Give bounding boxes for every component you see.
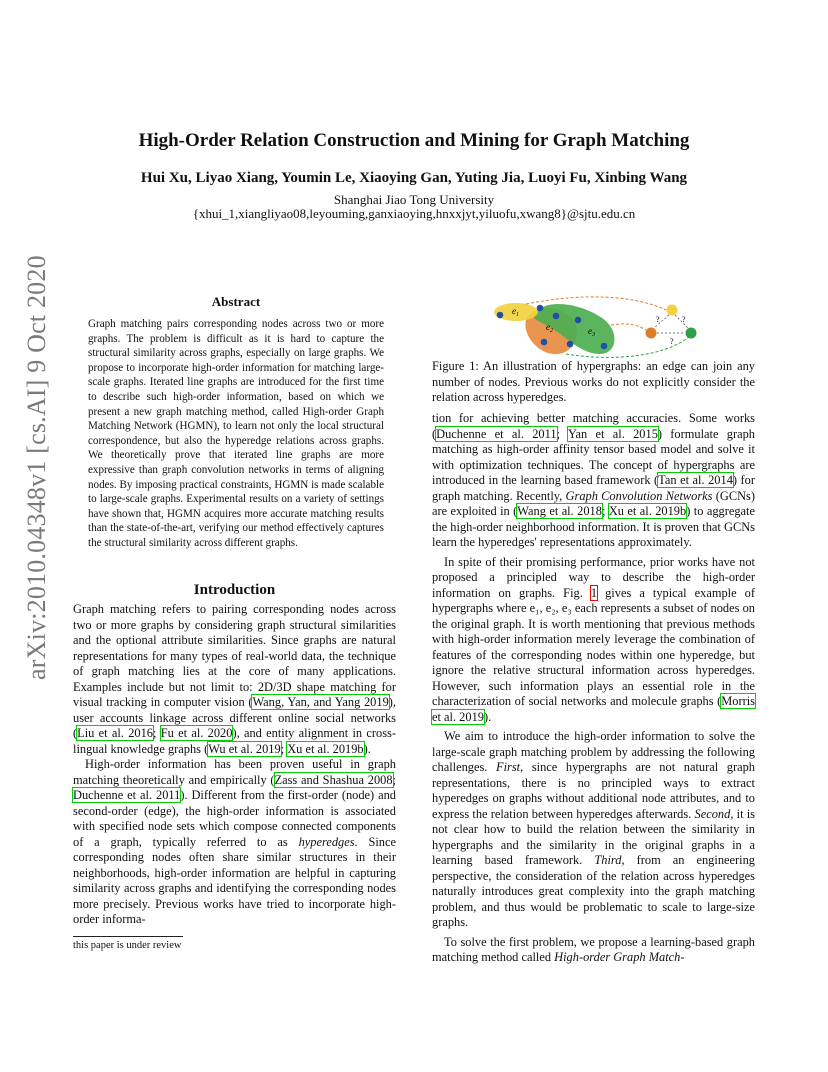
author-list: Hui Xu, Liyao Xiang, Youmin Le, Xiaoying Gan, Yuting Jia, Luoyi Fu, Xinbing Wang xyxy=(140,170,688,186)
text-span: ; xyxy=(392,772,396,787)
label-e2: $e_2$ xyxy=(546,322,553,334)
text-span: High-order information has been proven useful in graph matching theoretically and empirically ( xyxy=(73,757,396,787)
hypernode-e1 xyxy=(667,305,678,316)
right-paragraph-4 xyxy=(432,935,755,966)
hypernode-e3 xyxy=(686,328,697,339)
right-paragraph-1 xyxy=(432,411,755,551)
citation-link[interactable]: Duchenne et al. 2011 xyxy=(436,426,557,441)
text-span: We aim to introduce the high-order information to solve the large-scale graph matching problem by addressing the following challenges. xyxy=(432,729,755,774)
question-mark: ? xyxy=(656,315,660,324)
citation-link[interactable]: Tan et al. 2014 xyxy=(658,473,733,487)
arxiv-stamp: arXiv:2010.04348v1 [cs.AI] 9 Oct 2020 xyxy=(22,255,51,680)
citation-link[interactable]: Wu et al. 2019 xyxy=(208,741,281,756)
hypergraph-figure xyxy=(486,296,716,358)
citation-link[interactable]: Zass and Shashua 2008 xyxy=(274,772,393,787)
figure-caption: Figure 1: An illustration of hypergraphs: an edge can join any number of nodes. Previous works do not explicitly consider the relation across hyperedges. xyxy=(432,359,755,404)
node xyxy=(541,339,548,346)
label-e1: $e_1$ xyxy=(512,306,519,318)
question-mark: ? xyxy=(670,337,674,346)
text-span: tion for achieving better matching accuracies. Some works ( xyxy=(432,411,755,441)
emphasis: High-order Graph Match- xyxy=(554,950,685,964)
node xyxy=(575,317,582,324)
node xyxy=(537,305,544,312)
text-span: To solve the first problem, we propose a learning-based graph matching method called xyxy=(432,934,755,964)
question-mark: ? xyxy=(682,315,686,324)
footnote-rule xyxy=(73,936,183,937)
footnote: this paper is under review xyxy=(73,940,182,951)
text-span: In spite of their promising performance, prior works have not proposed a principled way to describe the high-order information on graphs. Fig. xyxy=(432,554,755,600)
node xyxy=(497,312,504,319)
label-e3: $e_3$ xyxy=(588,326,595,338)
citation-link[interactable]: Morris et al. 2019 xyxy=(432,694,755,724)
text-span: ; xyxy=(556,426,568,441)
emphasis: Graph Convolution Networks xyxy=(565,488,713,503)
text-span: . Since corresponding nodes often share similar structures in their neighborhoods, high-order information are helpful in capturing similarity across graphs and identifying the corresponding nodes more precisely. Previous works have tried to incorporate high-order informa- xyxy=(73,834,397,926)
emphasis: Second xyxy=(694,806,731,821)
text-span: (GCNs) are exploited in ( xyxy=(432,488,755,518)
citation-link[interactable]: Duchenne et al. 2011 xyxy=(73,788,181,802)
text-span: , from an engineering perspective, the consideration of the relation across hyperedges naturally introduces great complexity into the graph matching problem, and thus would be problematic to scale to large-size graphs. xyxy=(432,853,755,929)
hypernode-e2 xyxy=(646,328,657,339)
text-span: ), user accounts linkage across different online social networks ( xyxy=(73,695,397,740)
citation-link[interactable]: Fu et al. 2020 xyxy=(160,726,233,740)
text-span: ) for graph matching. Recently, xyxy=(432,473,755,503)
text-span: , since hypergraphs are not natural graph representations, there is no principled ways to extract hyperedges on graphs without additional node attributes, and to express the relation between hyperedges afterwards. xyxy=(432,760,755,821)
text-span: ; xyxy=(601,504,609,518)
citation-link[interactable]: Yan et al. 2015 xyxy=(567,426,658,441)
text-span: ). xyxy=(483,709,492,724)
node xyxy=(553,313,560,320)
abstract-text: Graph matching pairs corresponding nodes across two or more graphs. The problem is difficult as it is hard to capture the structural similarity across graphs, especially on large graphs. We propose to incorporate high-order information for matching large-scale graphs. Iterated line graphs are introduced for the first time to describe such high-order information, based on which we present a new graph matching method, called High-order Graph Matching Network (HGMN), to learn not only the local structural correspondence, but also the hyperedge relations across graphs. We theoretically prove that iterated line graphs are more expressive than graph convolution networks in terms of aligning nodes. By imposing practical constraints, HGMN is made scalable to large-scale graphs. Experimental results on a variety of settings have shown that, HGMN acquires more accurate matching results than the state-of-the-art, verifying our method effectively captures the structural similarity across different graphs. xyxy=(88,318,384,549)
text-span: ). xyxy=(363,741,371,756)
node xyxy=(567,341,574,348)
left-column xyxy=(73,602,396,928)
intro-paragraph-1 xyxy=(73,602,396,757)
node xyxy=(601,343,608,350)
citation-link[interactable]: Xu et al. 2019b xyxy=(608,504,687,518)
text-span: ). Different from the first-order (node) and second-order (edge), the high-order information is associated with specified node sets which compose connected components of a graph, typically referred to as xyxy=(73,788,396,849)
author-emails: {xhui_1,xiangliyao08,leyouming,ganxiaoying,hnxxjyt,yiluofu,xwang8}@sjtu.edu.cn xyxy=(192,206,636,221)
emphasis: Third xyxy=(594,853,622,867)
text-span: ) formulate graph matching as high-order affinity tensor based model and solve it with optimization techniques. The concept of hypergraphs are introduced in the learning based framework ( xyxy=(432,426,755,487)
citation-link[interactable]: Liu et al. 2016 xyxy=(77,726,153,740)
text-span: ; xyxy=(280,741,288,756)
citation-link[interactable]: Xu et al. 2019b xyxy=(287,741,364,756)
affiliation: Shanghai Jiao Tong University xyxy=(333,192,495,207)
text-span: Graph matching refers to pairing corresponding nodes across two or more graphs by considering graph structural similarities and the optional attribute similarities. Since graphs are natural representations for many types of real-world data, the technique of graph matching lies at the core of many applications. Examples include but not limit to: 2D/3D shape matching for visual tracking in computer vision ( xyxy=(73,602,396,709)
introduction-heading: Introduction xyxy=(193,582,276,598)
paper-title: High-Order Relation Construction and Mining for Graph Matching xyxy=(138,130,690,151)
right-paragraph-2 xyxy=(432,555,755,726)
text-span: ), and entity alignment in cross-lingual knowledge graphs ( xyxy=(73,726,396,756)
text-span: ) to aggregate the high-order neighborhood information. It is proven that GCNs learn the hyperedges' representations approximately. xyxy=(432,504,755,549)
emphasis: hyperedges xyxy=(298,834,355,849)
citation-link[interactable]: Wang et al. 2018 xyxy=(517,504,602,518)
abstract-heading: Abstract xyxy=(211,294,261,309)
citation-link[interactable]: Wang, Yan, and Yang 2019 xyxy=(252,695,389,709)
text-span: , it is not clear how to build the relation between the similarity in hypergraphs and the similarity in the original graphs in a learning based framework. xyxy=(432,806,755,867)
figure-reference-link[interactable]: 1 xyxy=(590,585,598,600)
text-span: gives a typical example of hypergraphs where e₁, e₂, e₃ each represents a subset of nodes on the original graph. It is worth mentioning that previous methods with high-order information merely leverage the combination of features of the corresponding nodes within one hyperedge, but ignore the relative structural information across hyperedges. However, such information plays an essential role in the characterization of social networks and molecule graphs ( xyxy=(432,585,755,708)
intro-paragraph-2 xyxy=(73,757,396,928)
right-column xyxy=(432,411,755,970)
text-span: ; xyxy=(152,726,161,740)
right-paragraph-3 xyxy=(432,729,755,931)
emphasis: First xyxy=(496,760,521,774)
